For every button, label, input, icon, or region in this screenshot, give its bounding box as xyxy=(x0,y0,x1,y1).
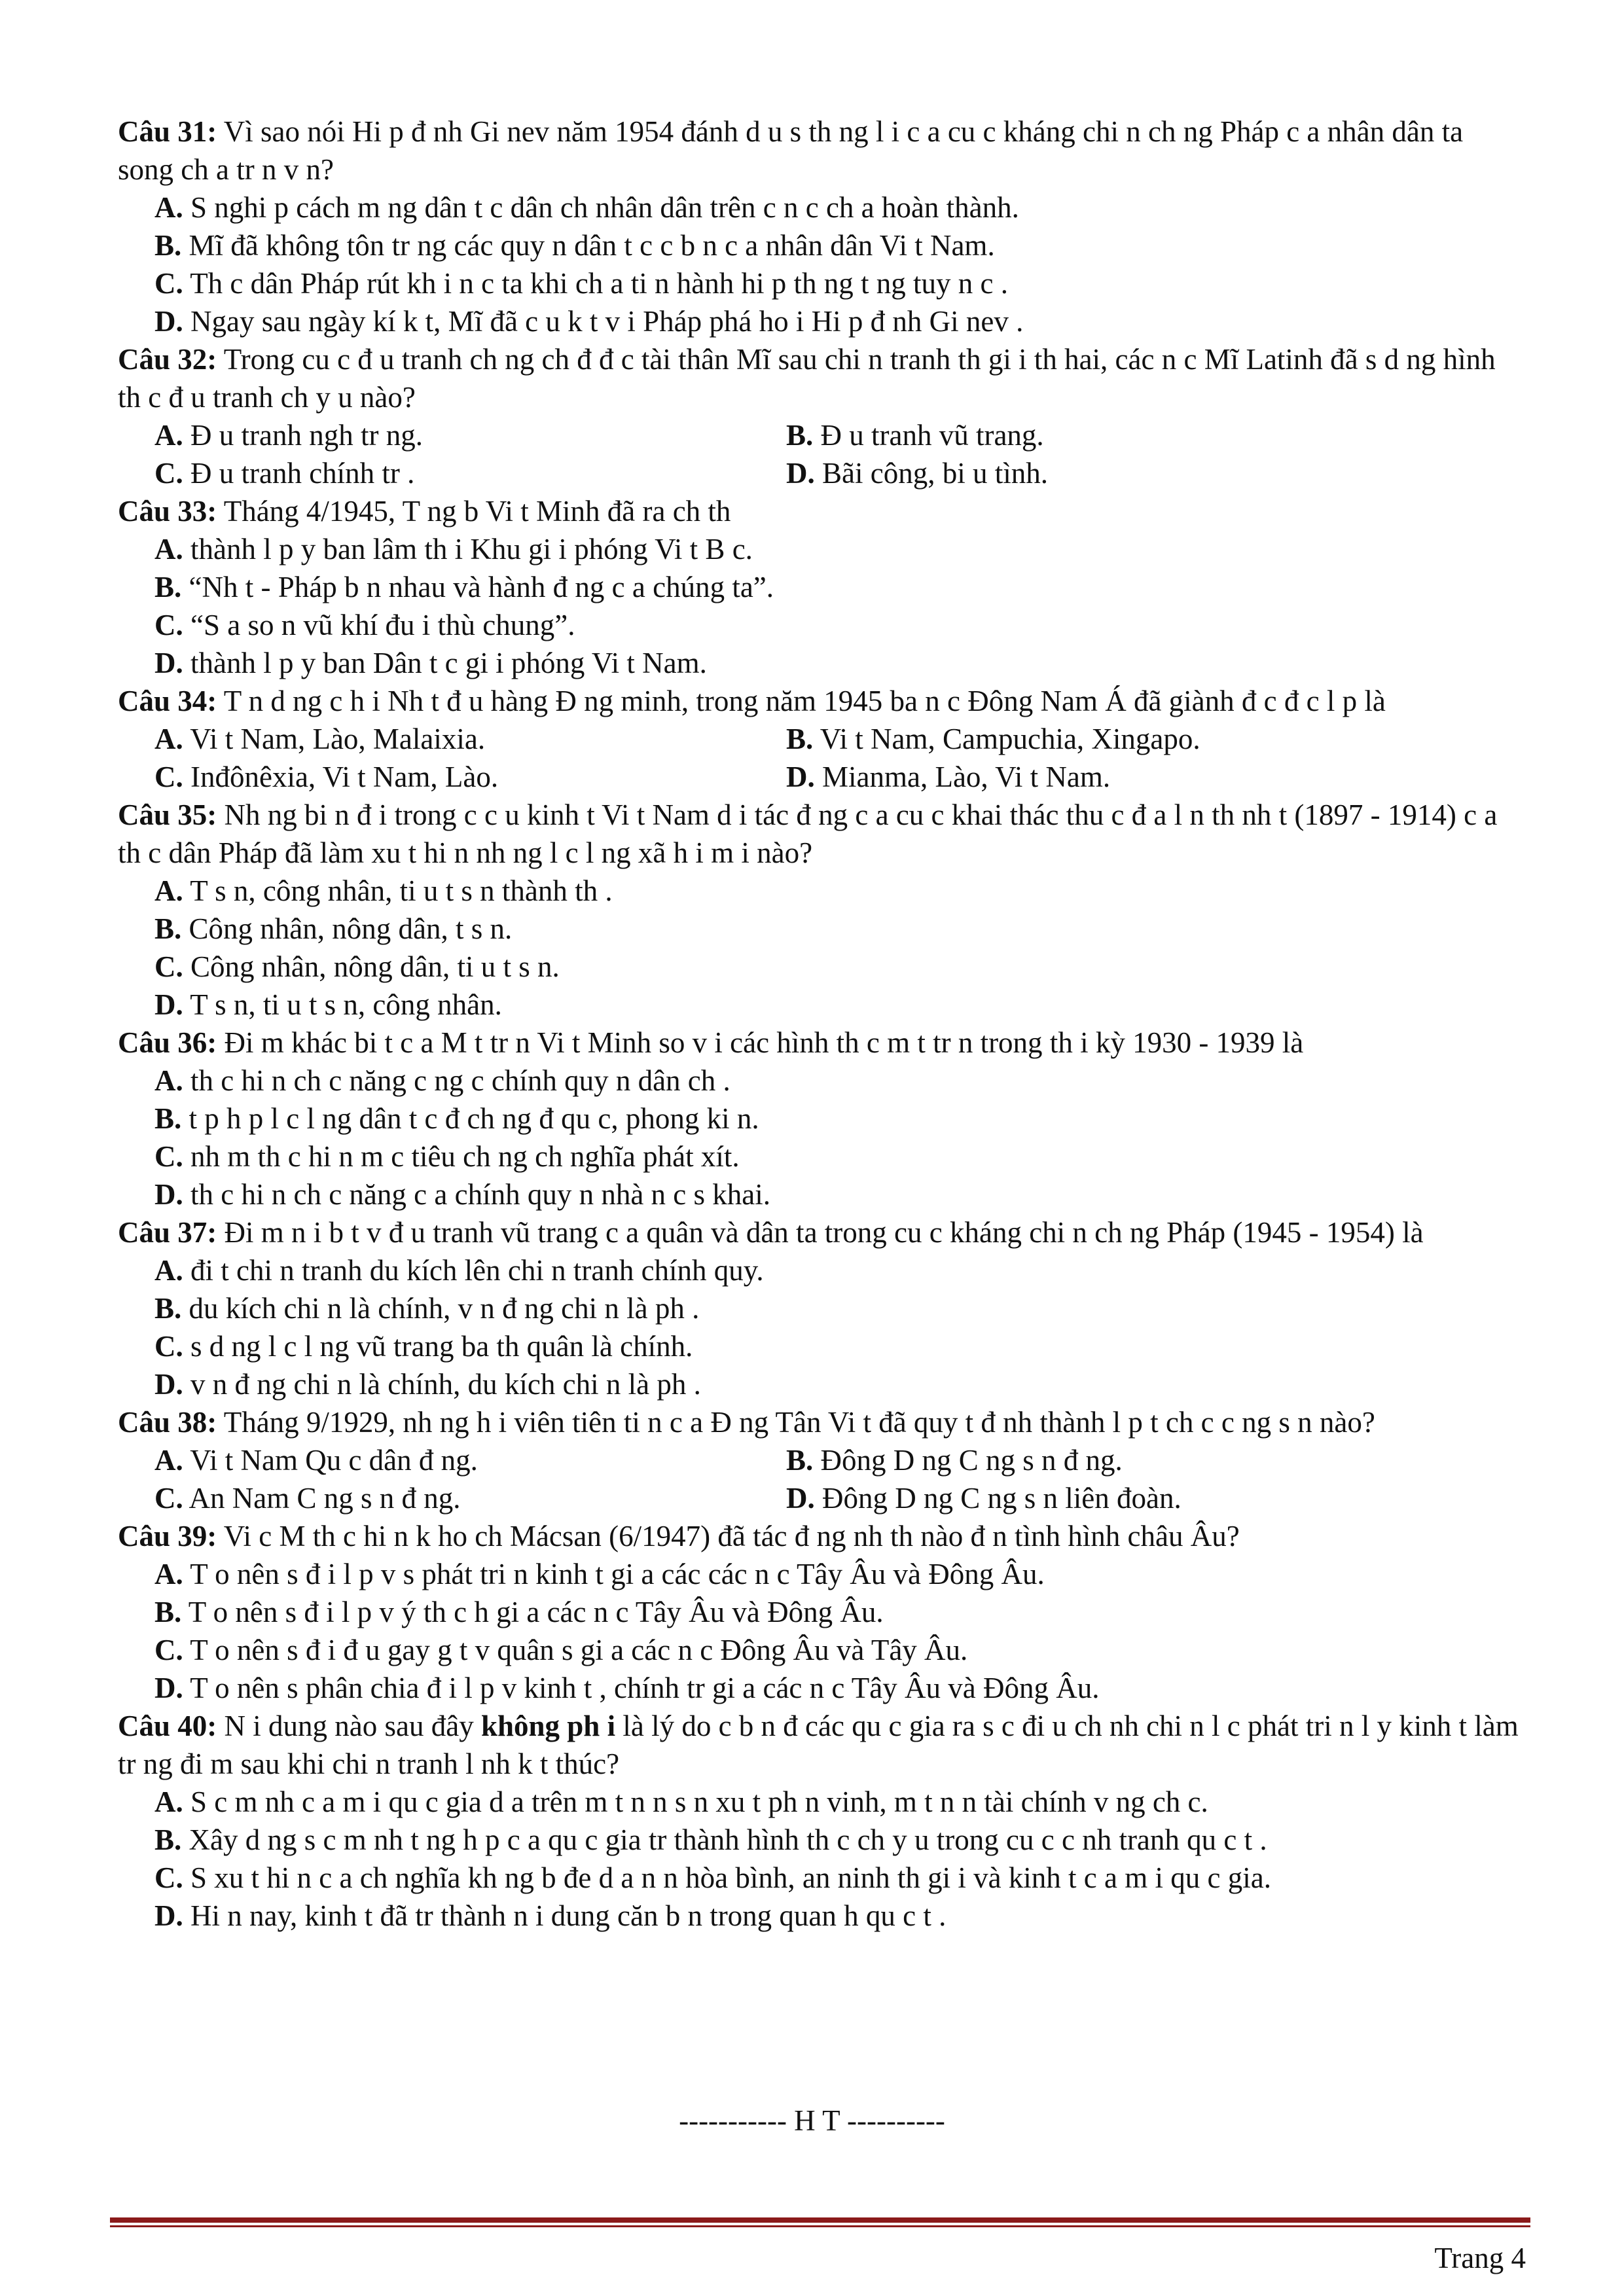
answer-option xyxy=(154,720,786,758)
option-row xyxy=(118,454,1525,492)
question-text: Trong cu c đ u tranh ch ng ch đ đ c tài thân Mĩ sau chi n tranh th gi i th hai, các n c Mĩ Latinh đã s d ng hình th c đ u tranh ch y u nào? xyxy=(118,343,1496,414)
option-key: A. xyxy=(154,1558,183,1590)
question-label: Câu 38: xyxy=(118,1406,217,1439)
option-key: C. xyxy=(154,761,183,793)
answer-option xyxy=(786,416,1418,454)
answer-option xyxy=(154,454,786,492)
question-stem xyxy=(118,1403,1525,1441)
answer-option xyxy=(118,568,1525,606)
option-key: A. xyxy=(154,1785,183,1818)
answer-option xyxy=(118,1783,1525,1821)
option-key: A. xyxy=(154,874,183,907)
option-text: T s n, ti u t s n, công nhân. xyxy=(190,988,502,1021)
option-text: v n đ ng chi n là chính, du kích chi n là ph . xyxy=(190,1368,701,1401)
question-label: Câu 39: xyxy=(118,1520,217,1552)
option-key: B. xyxy=(786,1444,814,1477)
answer-option xyxy=(118,1289,1525,1327)
question-stem xyxy=(118,1024,1525,1062)
answer-option xyxy=(118,1631,1525,1669)
question-stem xyxy=(118,1213,1525,1251)
option-text: T o nên s phân chia đ i l p v kinh t , chính tr gi a các n c Tây Âu và Đông Âu. xyxy=(190,1672,1100,1704)
answer-option xyxy=(154,416,786,454)
answer-option xyxy=(118,1251,1525,1289)
answer-option xyxy=(118,986,1525,1024)
option-text: du kích chi n là chính, v n đ ng chi n là ph . xyxy=(189,1292,700,1325)
option-key: B. xyxy=(154,1292,182,1325)
answer-option xyxy=(154,1441,786,1479)
question-text: Tháng 9/1929, nh ng h i viên tiên ti n c a Đ ng Tân Vi t đã quy t đ nh thành l p t ch c c ng s n nào? xyxy=(223,1406,1375,1439)
answer-option xyxy=(118,606,1525,644)
option-text: T o nên s đ i l p v s phát tri n kinh t gi a các các n c Tây Âu và Đông Âu. xyxy=(190,1558,1045,1590)
question-stem xyxy=(118,340,1525,416)
option-text: thành l p y ban Dân t c gi i phóng Vi t Nam. xyxy=(190,647,707,679)
option-key: B. xyxy=(154,571,182,603)
option-key: B. xyxy=(786,723,814,755)
option-text: Đ u tranh ngh tr ng. xyxy=(190,419,423,452)
option-text: t p h p l c l ng dân t c đ ch ng đ qu c, phong ki n. xyxy=(189,1102,759,1135)
option-key: B. xyxy=(154,1596,182,1628)
option-text: Đông D ng C ng s n liên đoàn. xyxy=(822,1482,1182,1515)
answer-option xyxy=(118,530,1525,568)
question-label: Câu 32: xyxy=(118,343,217,376)
option-text: Hi n nay, kinh t đã tr thành n i dung căn b n trong quan h qu c t . xyxy=(190,1899,947,1932)
option-key: D. xyxy=(154,1899,183,1932)
option-key: C. xyxy=(154,1482,183,1515)
option-text: Mianma, Lào, Vi t Nam. xyxy=(822,761,1111,793)
question-text: Nh ng bi n đ i trong c c u kinh t Vi t Nam d i tác đ ng c a cu c khai thác thu c đ a l n th nh t (1897 - 1914) c a th c dân Pháp đã làm xu t hi n nh ng l c l ng xã h i m i nào? xyxy=(118,798,1498,869)
option-key: D. xyxy=(154,1178,183,1211)
question-label: Câu 36: xyxy=(118,1026,217,1059)
question-stem xyxy=(118,492,1525,530)
option-text: S xu t hi n c a ch nghĩa kh ng b đe d a n n hòa bình, an ninh th gi i và kinh t c a m i qu c gia. xyxy=(190,1861,1271,1894)
end-marker: ----------- H T ---------- xyxy=(679,2104,945,2137)
option-text: T o nên s đ i l p v ý th c h gi a các n c Tây Âu và Đông Âu. xyxy=(188,1596,884,1628)
option-key: C. xyxy=(154,950,183,983)
option-key: D. xyxy=(154,305,183,338)
answer-option xyxy=(118,302,1525,340)
option-key: C. xyxy=(154,457,183,490)
option-key: C. xyxy=(154,1634,183,1666)
option-text: “S a so n vũ khí đu i thù chung”. xyxy=(190,609,575,641)
question-label: Câu 37: xyxy=(118,1216,217,1249)
answer-option xyxy=(786,720,1418,758)
answer-option xyxy=(786,454,1418,492)
question-stem xyxy=(118,682,1525,720)
option-key: D. xyxy=(154,1672,183,1704)
option-key: C. xyxy=(154,1861,183,1894)
option-key: B. xyxy=(154,1823,182,1856)
answer-option xyxy=(118,1669,1525,1707)
option-text: Đông D ng C ng s n đ ng. xyxy=(820,1444,1123,1477)
option-text: Xây d ng s c m nh t ng h p c a qu c gia tr thành hình th c ch y u trong cu c c nh tranh qu c t . xyxy=(189,1823,1267,1856)
question-text: N i dung nào sau đây xyxy=(224,1710,481,1742)
option-text: S c m nh c a m i qu c gia d a trên m t n n s n xu t ph n vinh, m t n n tài chính v ng ch c. xyxy=(190,1785,1208,1818)
option-text: Ngay sau ngày kí k t, Mĩ đã c u k t v i Pháp phá ho i Hi p đ nh Gi nev . xyxy=(190,305,1024,338)
question-text: là lý do c b n đ các qu c gia ra s c đi u ch nh chi n l c phát tri n l y kinh t làm tr ng đi m sau khi chi n tranh l nh k t thúc? xyxy=(118,1710,1519,1780)
option-row xyxy=(118,1441,1525,1479)
option-text: Mĩ đã không tôn tr ng các quy n dân t c c b n c a nhân dân Vi t Nam. xyxy=(189,229,995,262)
option-row xyxy=(118,720,1525,758)
option-key: A. xyxy=(154,191,183,224)
question-label: Câu 35: xyxy=(118,798,217,831)
question-text: Đi m khác bi t c a M t tr n Vi t Minh so v i các hình th c m t tr n trong th i kỳ 1930 - 1939 là xyxy=(224,1026,1304,1059)
option-key: C. xyxy=(154,1330,183,1363)
option-text: th c hi n ch c năng c ng c chính quy n dân ch . xyxy=(190,1064,731,1097)
option-key: C. xyxy=(154,1140,183,1173)
option-key: A. xyxy=(154,533,183,565)
option-key: B. xyxy=(154,1102,182,1135)
option-text: Đ u tranh chính tr . xyxy=(190,457,415,490)
answer-option xyxy=(118,1821,1525,1859)
answer-option xyxy=(118,1593,1525,1631)
option-text: Bãi công, bi u tình. xyxy=(822,457,1048,490)
question-stem xyxy=(118,796,1525,872)
option-key: B. xyxy=(786,419,814,452)
option-key: A. xyxy=(154,1444,183,1477)
answer-option xyxy=(118,644,1525,682)
page-number: Trang 4 xyxy=(1434,2242,1526,2274)
option-key: B. xyxy=(154,229,182,262)
option-key: A. xyxy=(154,1064,183,1097)
option-text: th c hi n ch c năng c a chính quy n nhà n c s khai. xyxy=(190,1178,771,1211)
option-text: Vi t Nam Qu c dân đ ng. xyxy=(190,1444,478,1477)
option-text: Th c dân Pháp rút kh i n c ta khi ch a ti n hành hi p th ng t ng tuy n c . xyxy=(190,267,1008,300)
option-row xyxy=(118,1479,1525,1517)
option-text: Inđônêxia, Vi t Nam, Lào. xyxy=(190,761,499,793)
option-key: C. xyxy=(154,609,183,641)
option-text: Vi t Nam, Lào, Malaixia. xyxy=(190,723,486,755)
question-label: Câu 34: xyxy=(118,685,217,717)
option-key: D. xyxy=(154,647,183,679)
option-key: D. xyxy=(154,988,183,1021)
answer-option xyxy=(786,1479,1418,1517)
question-label: Câu 40: xyxy=(118,1710,217,1742)
option-key: C. xyxy=(154,267,183,300)
option-key: D. xyxy=(786,457,815,490)
answer-option xyxy=(118,1138,1525,1175)
option-key: A. xyxy=(154,723,183,755)
question-label: Câu 31: xyxy=(118,115,217,148)
option-text: Vi t Nam, Campuchia, Xingapo. xyxy=(820,723,1200,755)
question-list xyxy=(118,113,1525,1935)
answer-option xyxy=(118,872,1525,910)
option-key: B. xyxy=(154,912,182,945)
answer-option xyxy=(118,1897,1525,1935)
option-key: D. xyxy=(786,1482,815,1515)
option-text: S nghi p cách m ng dân t c dân ch nhân dân trên c n c ch a hoàn thành. xyxy=(190,191,1019,224)
answer-option xyxy=(154,1479,786,1517)
answer-option xyxy=(118,948,1525,986)
answer-option xyxy=(786,758,1418,796)
option-text: “Nh t - Pháp b n nhau và hành đ ng c a chúng ta”. xyxy=(189,571,774,603)
question-label: Câu 33: xyxy=(118,495,217,528)
answer-option xyxy=(154,758,786,796)
option-text: T s n, công nhân, ti u t s n thành th . xyxy=(190,874,613,907)
answer-option xyxy=(786,1441,1418,1479)
answer-option xyxy=(118,188,1525,226)
question-text: Vi c M th c hi n k ho ch Mácsan (6/1947) đã tác đ ng nh th nào đ n tình hình châu Âu? xyxy=(223,1520,1240,1552)
answer-option xyxy=(118,1859,1525,1897)
option-text: T o nên s đ i đ u gay g t v quân s gi a các n c Đông Âu và Tây Âu. xyxy=(190,1634,968,1666)
option-text: đi t chi n tranh du kích lên chi n tranh chính quy. xyxy=(190,1254,764,1287)
option-text: s d ng l c l ng vũ trang ba th quân là chính. xyxy=(190,1330,693,1363)
question-text: Đi m n i b t v đ u tranh vũ trang c a quân và dân ta trong cu c kháng chi n ch ng Pháp (1945 - 1954) là xyxy=(224,1216,1424,1249)
question-stem xyxy=(118,1707,1525,1783)
question-text: T n d ng c h i Nh t đ u hàng Đ ng minh, trong năm 1945 ba n c Đông Nam Á đã giành đ c đ c l p là xyxy=(223,685,1386,717)
option-key: D. xyxy=(786,761,815,793)
answer-option xyxy=(118,1555,1525,1593)
answer-option xyxy=(118,1327,1525,1365)
answer-option xyxy=(118,1365,1525,1403)
answer-option xyxy=(118,910,1525,948)
option-text: Công nhân, nông dân, ti u t s n. xyxy=(190,950,560,983)
footer-rule-thick xyxy=(110,2217,1530,2223)
question-text: Vì sao nói Hi p đ nh Gi nev năm 1954 đánh d u s th ng l i c a cu c kháng chi n ch ng Pháp c a nhân dân ta song ch a tr n v n? xyxy=(118,115,1464,186)
option-row xyxy=(118,758,1525,796)
option-text: nh m th c hi n m c tiêu ch ng ch nghĩa phát xít. xyxy=(190,1140,740,1173)
footer-rule-thin xyxy=(110,2225,1530,2227)
option-text: thành l p y ban lâm th i Khu gi i phóng Vi t B c. xyxy=(190,533,753,565)
option-row xyxy=(118,416,1525,454)
question-text-bold: không ph i xyxy=(480,1710,616,1742)
answer-option xyxy=(118,1100,1525,1138)
question-stem xyxy=(118,113,1525,188)
option-key: A. xyxy=(154,419,183,452)
question-stem xyxy=(118,1517,1525,1555)
option-text: Đ u tranh vũ trang. xyxy=(820,419,1044,452)
option-key: A. xyxy=(154,1254,183,1287)
answer-option xyxy=(118,226,1525,264)
option-text: Công nhân, nông dân, t s n. xyxy=(189,912,513,945)
question-text: Tháng 4/1945, T ng b Vi t Minh đã ra ch th xyxy=(223,495,731,528)
option-key: D. xyxy=(154,1368,183,1401)
answer-option xyxy=(118,264,1525,302)
answer-option xyxy=(118,1175,1525,1213)
answer-option xyxy=(118,1062,1525,1100)
option-text: An Nam C ng s n đ ng. xyxy=(189,1482,461,1515)
